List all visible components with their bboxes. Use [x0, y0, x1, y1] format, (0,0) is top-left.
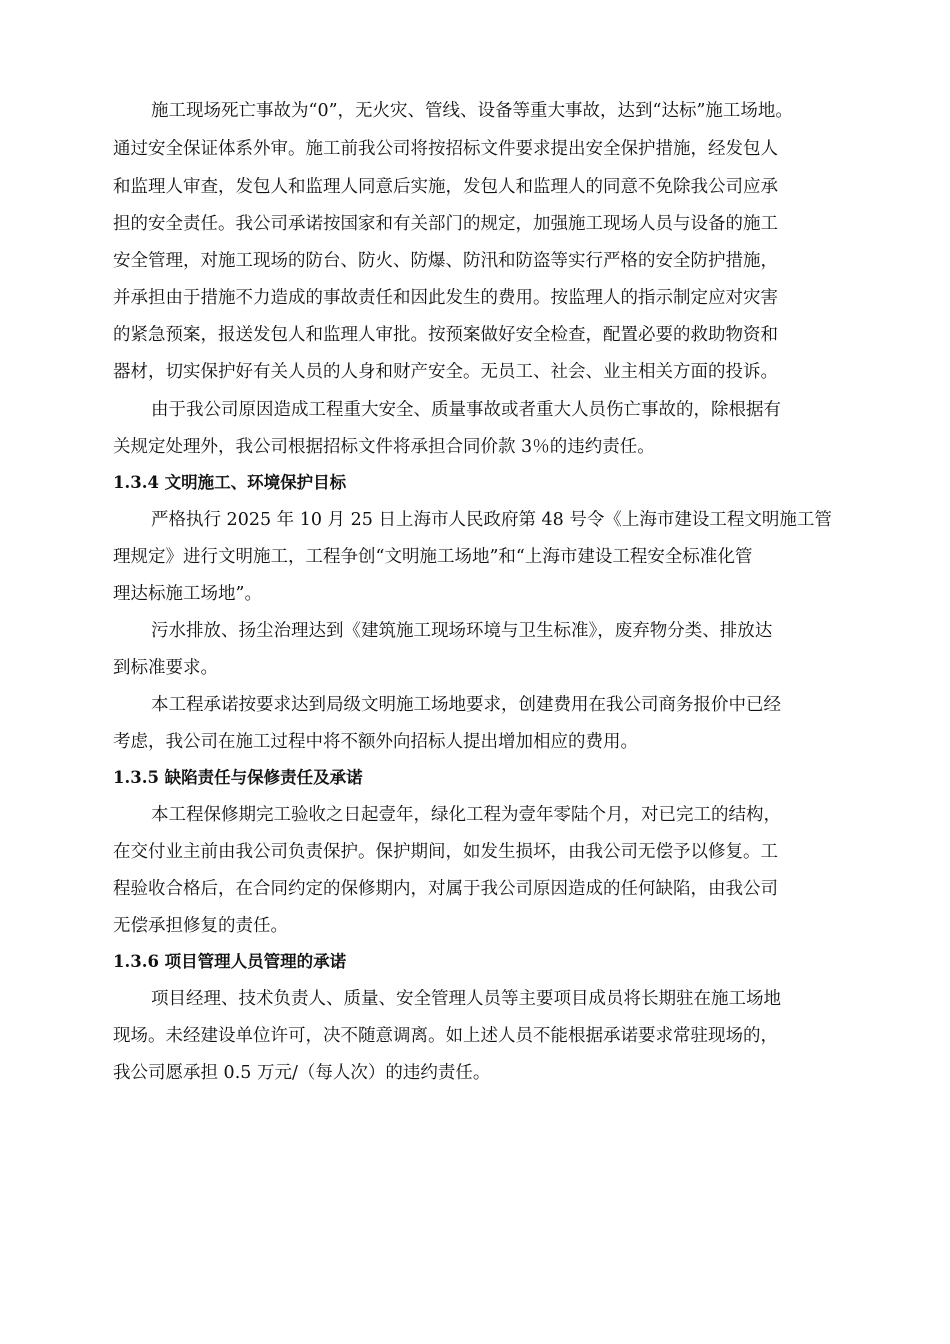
paragraph-line: 的紧急预案，报送发包人和监理人审批。按预案做好安全检查，配置必要的救助物资和 — [113, 325, 778, 345]
paragraph-line: 器材，切实保护好有关人员的人身和财产安全。无员工、社会、业主相关方面的投诉。 — [113, 362, 778, 382]
paragraph-line: 并承担由于措施不力造成的事故责任和因此发生的费用。按监理人的指示制定应对灾害 — [113, 288, 778, 308]
paragraph-line: 严格执行 2025 年 10 月 25 日上海市人民政府第 48 号令《上海市建设工程文明施工管 — [151, 510, 832, 530]
paragraph-line: 本工程保修期完工验收之日起壹年，绿化工程为壹年零陆个月，对已完工的结构， — [151, 805, 781, 825]
paragraph-line: 关规定处理外，我公司根据招标文件将承担合同价款 3％的违约责任。 — [113, 437, 655, 457]
paragraph-line: 项目经理、技术负责人、质量、安全管理人员等主要项目成员将长期驻在施工场地 — [151, 989, 781, 1009]
paragraph-line: 到标准要求。 — [113, 658, 218, 678]
paragraph-line: 施工现场死亡事故为“0”，无火灾、管线、设备等重大事故，达到“达标”施工场地。 — [151, 101, 793, 121]
paragraph-line: 担的安全责任。我公司承诺按国家和有关部门的规定，加强施工现场人员与设备的施工 — [113, 214, 778, 234]
paragraph-line: 在交付业主前由我公司负责保护。保护期间，如发生损坏，由我公司无偿予以修复。工 — [113, 842, 778, 862]
paragraph-line: 考虑，我公司在施工过程中将不额外向招标人提出增加相应的费用。 — [113, 732, 638, 752]
paragraph-line: 理规定》进行文明施工，工程争创“文明施工场地”和“上海市建设工程安全标准化管 — [113, 547, 753, 567]
section-heading: 1.3.6 项目管理人员管理的承诺 — [113, 952, 347, 971]
paragraph-line: 和监理人审查，发包人和监理人同意后实施，发包人和监理人的同意不免除我公司应承 — [113, 177, 778, 197]
paragraph-line: 本工程承诺按要求达到局级文明施工场地要求，创建费用在我公司商务报价中已经 — [151, 695, 781, 715]
paragraph-line: 现场。未经建设单位许可，决不随意调离。如上述人员不能根据承诺要求常驻现场的， — [113, 1026, 778, 1046]
section-heading: 1.3.5 缺陷责任与保修责任及承诺 — [113, 768, 363, 787]
paragraph-line: 安全管理，对施工现场的防台、防火、防爆、防汛和防盗等实行严格的安全防护措施， — [113, 251, 778, 271]
paragraph-line: 通过安全保证体系外审。施工前我公司将按招标文件要求提出安全保护措施，经发包人 — [113, 139, 778, 159]
paragraph-line: 理达标施工场地”。 — [113, 584, 262, 604]
paragraph-line: 由于我公司原因造成工程重大安全、质量事故或者重大人员伤亡事故的，除根据有 — [151, 400, 781, 420]
paragraph-line: 污水排放、扬尘治理达到《建筑施工现场环境与卫生标准》，废弃物分类、排放达 — [151, 621, 773, 641]
paragraph-line: 无偿承担修复的责任。 — [113, 916, 288, 936]
paragraph-line: 程验收合格后，在合同约定的保修期内，对属于我公司原因造成的任何缺陷，由我公司 — [113, 879, 778, 899]
section-heading: 1.3.4 文明施工、环境保护目标 — [113, 473, 347, 492]
paragraph-line: 我公司愿承担 0.5 万元/（每人次）的违约责任。 — [113, 1063, 491, 1083]
